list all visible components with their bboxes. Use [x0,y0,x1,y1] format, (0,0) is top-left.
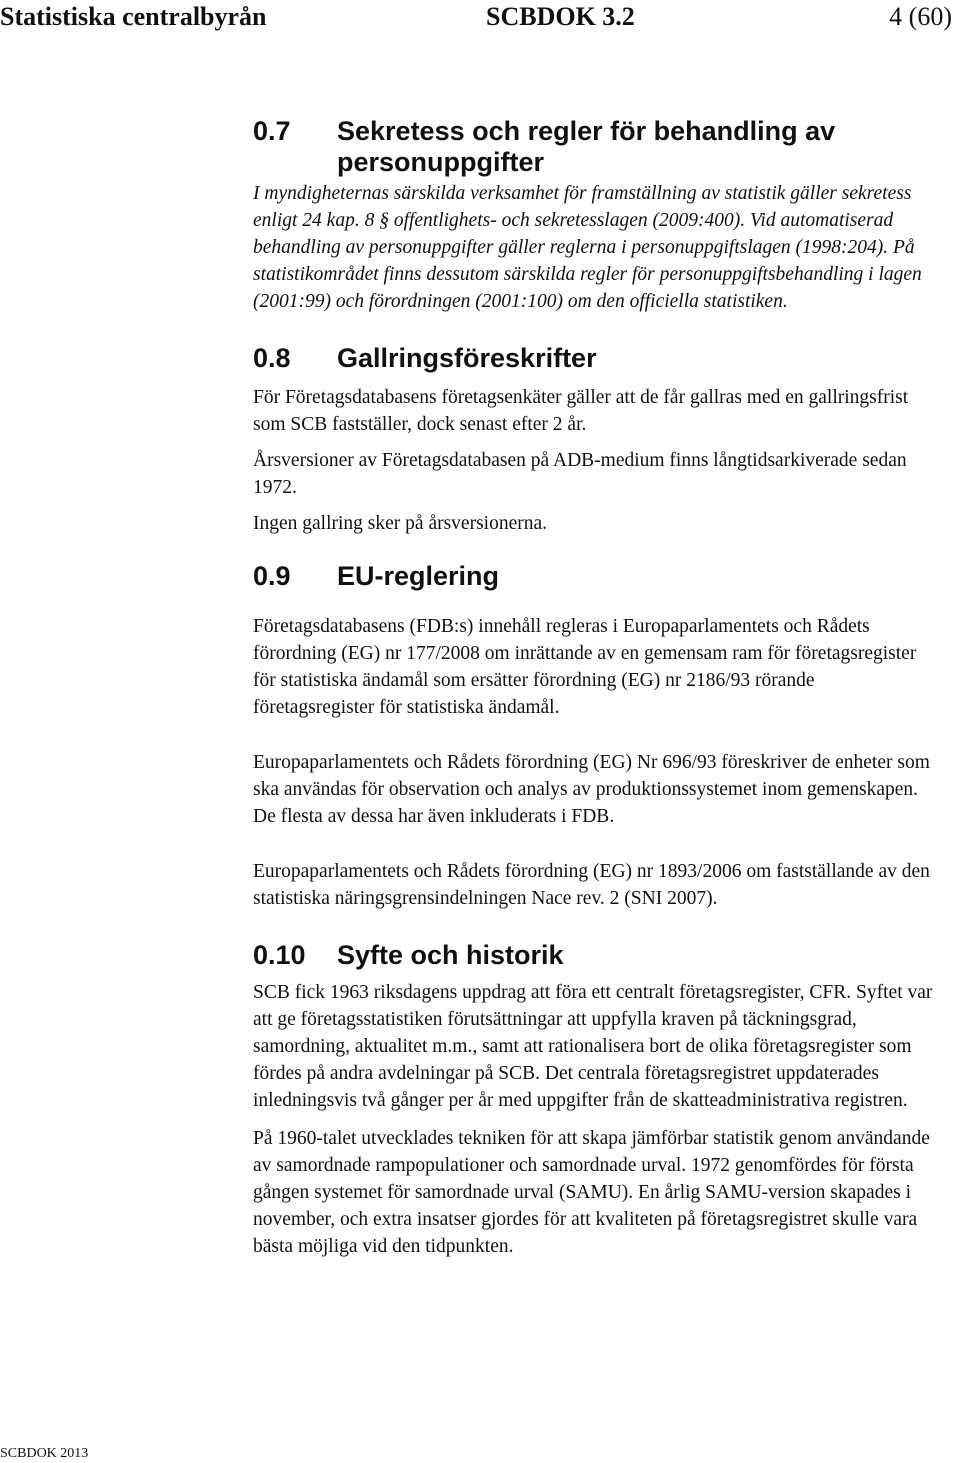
paragraph: På 1960-talet utvecklades tekniken för att skapa jämförbar statistik genom användande av samordnade rampopulationer och samordnade urval. 1972 genomfördes för första gången systemet för samordnade urval (SAMU). En årlig SAMU-version skapades i november, och extra insatser gjordes för att kvaliteten på företagsregistret skulle vara bästa möjliga vid den tidpunkten. [253,1128,930,1257]
paragraph: Ingen gallring sker på årsversionerna. [253,513,548,534]
paragraph: I myndigheternas särskilda verksamhet för framställning av statistik gäller sekretess enligt 24 kap. 8 § offentlighets- och sekretesslagen (2009:400). Vid automatiserad behandling av personuppgifter gäller reglerna i personuppgiftslagen (1998:204). På statistikområdet finns dessutom särskilda regler för personuppgiftsbehandling i lagen (2001:99) och förordningen (2001:100) om den officiella statistiken. [253,183,922,312]
section-0-9 [253,561,933,912]
page-footer: SCBDOK 2013 [0,1446,89,1461]
section-number: 0.8 [253,343,291,373]
section-heading [253,940,933,971]
section-title: EU-reglering [337,561,500,591]
document-id: SCBDOK 3.2 [486,2,635,31]
section-heading [253,116,933,178]
paragraph: För Företagsdatabasens företagsenkäter gäller att de får gallras med en gallringsfrist som SCB fastställer, dock senast efter 2 år. [253,387,909,435]
organization-name: Statistiska centralbyrån [0,2,267,31]
section-0-8 [253,343,933,537]
section-number: 0.7 [253,116,291,146]
paragraph: Årsversioner av Företagsdatabasen på ADB-medium finns långtidsarkiverade sedan 1972. [253,450,907,498]
paragraph: Europaparlamentets och Rådets förordning (EG) Nr 696/93 föreskriver de enheter som ska användas för observation och analys av produktionssystemet inom gemenskapen. De flesta av dessa har även inkluderats i FDB. [253,752,930,827]
paragraph: Företagsdatabasens (FDB:s) innehåll regleras i Europaparlamentets och Rådets förordning (EG) nr 177/2008 om inrättande av en gemensam ram för företagsregister för statistiska ändamål som ersätter förordning (EG) nr 2186/93 rörande företagsregister för statistiska ändamål. [253,616,917,718]
section-heading [253,561,933,592]
section-title: Syfte och historik [337,940,564,970]
section-number: 0.9 [253,561,291,591]
section-0-10 [253,940,933,1260]
section-0-7 [253,116,933,315]
document-body [253,116,933,1271]
page-header [0,0,960,40]
paragraph: Europaparlamentets och Rådets förordning (EG) nr 1893/2006 om fastställande av den statistiska näringsgrensindelningen Nace rev. 2 (SNI 2007). [253,861,930,909]
section-title: Sekretess och regler för behandling av personuppgifter [337,116,836,177]
page-number: 4 (60) [889,2,952,31]
section-heading [253,343,933,374]
paragraph: SCB fick 1963 riksdagens uppdrag att föra ett centralt företagsregister, CFR. Syftet var att ge företagsstatistiken förutsättningar att uppfylla kraven på täckningsgrad, samordning, aktualitet m.m., samt att rationalisera bort de olika företagsregister som fördes på andra avdelningar på SCB. Det centrala företagsregistret uppdaterades inledningsvis två gånger per år med uppgifter från de skatteadministrativa registren. [253,982,933,1111]
section-title: Gallringsföreskrifter [337,343,597,373]
section-number: 0.10 [253,940,306,970]
